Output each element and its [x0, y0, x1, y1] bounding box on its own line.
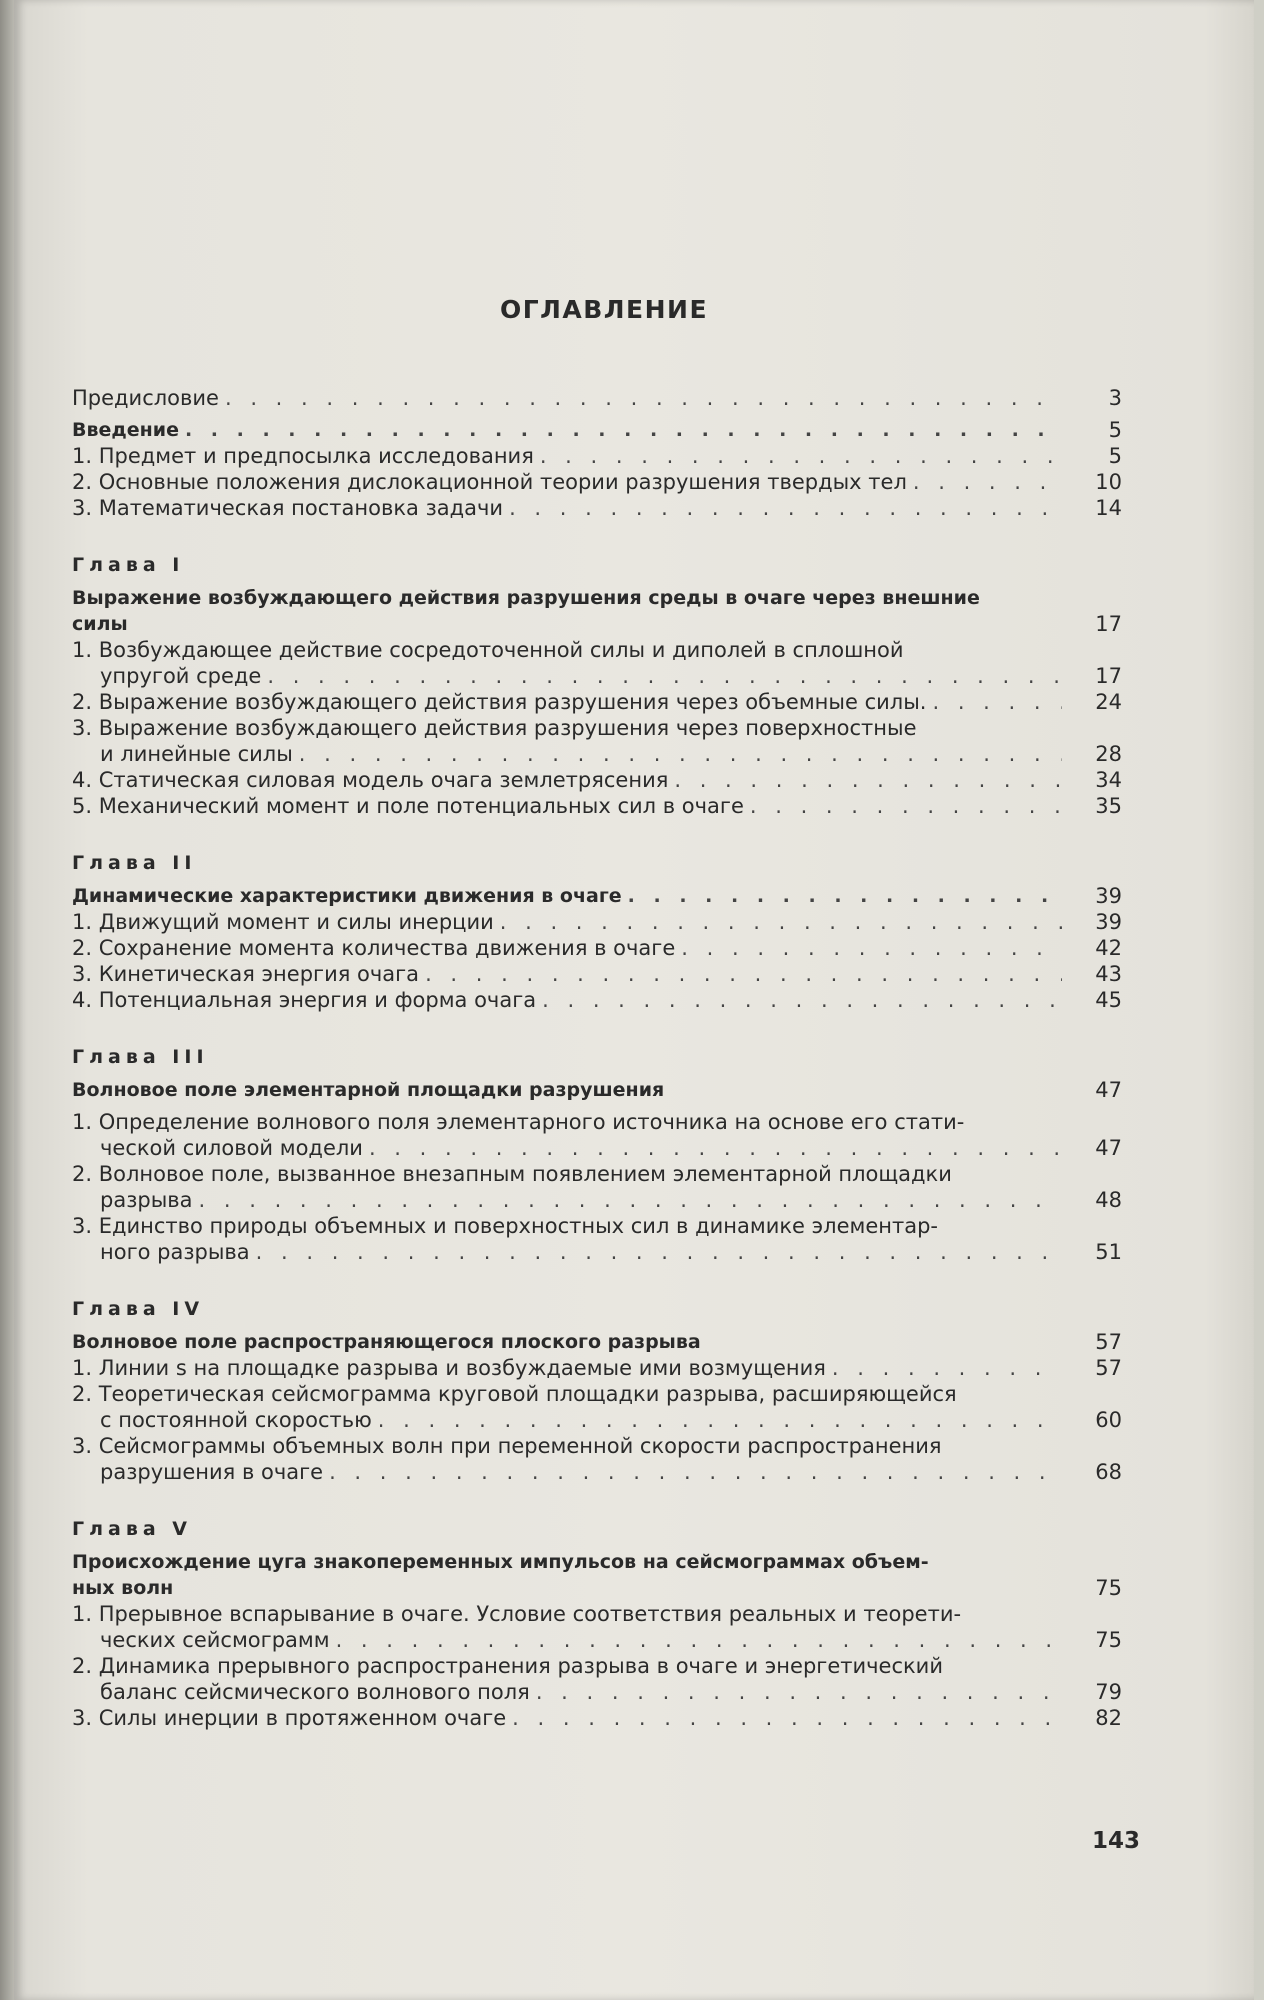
page-ref: 14 [1095, 496, 1122, 520]
page-ref: 82 [1095, 1706, 1122, 1730]
toc-entry-line: 2. Теоретическая сейсмограмма круговой площадки разрыва, расширяющейся [72, 1382, 957, 1406]
page-ref: 24 [1095, 690, 1122, 714]
chapter-title[interactable]: Волновое поле элементарной площадки разрушения 47 [72, 1078, 1122, 1102]
chapter-heading: Глава IV [72, 1298, 205, 1320]
page-ref: 79 [1095, 1680, 1122, 1704]
page-ref: 68 [1095, 1460, 1122, 1484]
page-ref: 47 [1095, 1136, 1122, 1160]
chapter-4 [72, 1297, 1122, 1485]
toc-entry-line: 2. Динамика прерывного распространения разрыва в очаге и энергетический [72, 1654, 943, 1678]
toc-entry[interactable]: 4. Потенциальная энергия и форма очага . . . 45 [72, 987, 1122, 1013]
toc-entry[interactable]: с постоянной скоростью . . . 60 [72, 1407, 1122, 1433]
page-ref: 39 [1095, 910, 1122, 934]
toc-entry[interactable]: и линейные силы . . . 28 [72, 741, 1122, 767]
page-title: ОГЛАВЛЕНИЕ [499, 295, 709, 324]
page-ref: 5 [1108, 444, 1122, 468]
toc-entry-intro[interactable]: Введение . . . 5 [72, 417, 1122, 443]
toc-entry[interactable]: ного разрыва . . . 51 [72, 1239, 1122, 1265]
chapter-heading: Глава V [72, 1518, 193, 1540]
toc-entry-line: 1. Прерывное вспарывание в очаге. Условие соответствия реальных и теорети- [72, 1602, 962, 1626]
toc-entry[interactable]: 3. Математическая постановка задачи . . . 14 [72, 495, 1122, 521]
toc-entry-line: 3. Выражение возбуждающего действия разрушения через поверхностные [72, 716, 917, 740]
toc-entry-line: 2. Волновое поле, вызванное внезапным появлением элементарной площадки [72, 1162, 952, 1186]
toc-entry[interactable]: 1. Линии s на площадке разрыва и возбуждаемые ими возмущения . . . 57 [72, 1355, 1122, 1381]
toc-entry[interactable]: ческой силовой модели . . . 47 [72, 1135, 1122, 1161]
toc-entry[interactable]: 2. Сохранение момента количества движения в очаге . . . 42 [72, 935, 1122, 961]
book-spine-shadow [0, 0, 14, 2000]
chapter-title-line: Выражение возбуждающего действия разрушения среды в очаге через внешние [72, 587, 980, 609]
chapter-3 [72, 1045, 1122, 1265]
book-page [14, 0, 1254, 2000]
page-ref: 57 [1095, 1330, 1122, 1354]
toc-entry-line: 3. Сейсмограммы объемных волн при переменной скорости распространения [72, 1434, 942, 1458]
chapter-heading: Глава III [72, 1046, 209, 1068]
page-ref: 48 [1095, 1188, 1122, 1212]
table-of-contents [72, 385, 1122, 1763]
toc-entry[interactable]: 1. Движущий момент и силы инерции . . . 39 [72, 909, 1122, 935]
toc-entry[interactable]: 2. Основные положения дислокационной теории разрушения твердых тел . . . 10 [72, 469, 1122, 495]
toc-entry[interactable]: 5. Механический момент и поле потенциальных сил в очаге . . . 35 [72, 793, 1122, 819]
chapter-title[interactable]: Волновое поле распространяющегося плоского разрыва 57 [72, 1330, 1122, 1354]
toc-entry[interactable]: 4. Статическая силовая модель очага землетрясения . . . 34 [72, 767, 1122, 793]
page-ref: 34 [1095, 768, 1122, 792]
chapter-2 [72, 851, 1122, 1013]
toc-entry[interactable]: упругой среде . . . 17 [72, 663, 1122, 689]
toc-entry[interactable]: 1. Предмет и предпосылка исследования . . . 5 [72, 443, 1122, 469]
chapter-5 [72, 1517, 1122, 1731]
chapter-heading: Глава II [72, 852, 197, 874]
toc-entry-line: 3. Единство природы объемных и поверхностных сил в динамике элементар- [72, 1214, 939, 1238]
page-ref: 10 [1095, 470, 1122, 494]
page-ref: 45 [1095, 988, 1122, 1012]
chapter-title[interactable]: Динамические характеристики движения в очаге . . . 39 [72, 883, 1122, 909]
toc-entry-preface[interactable]: Предисловие . . . 3 [72, 385, 1122, 411]
page-ref: 75 [1095, 1576, 1122, 1600]
page-ref: 51 [1095, 1240, 1122, 1264]
chapter-title[interactable]: ных волн 75 [72, 1576, 1122, 1600]
toc-entry[interactable]: разрыва . . . 48 [72, 1187, 1122, 1213]
page-ref: 17 [1095, 664, 1122, 688]
page-ref: 75 [1095, 1628, 1122, 1652]
toc-entry[interactable]: 3. Кинетическая энергия очага . . . 43 [72, 961, 1122, 987]
toc-entry-line: 1. Определение волнового поля элементарного источника на основе его стати- [72, 1110, 965, 1134]
page-ref: 43 [1095, 962, 1122, 986]
page-ref: 57 [1095, 1356, 1122, 1380]
page-ref: 60 [1095, 1408, 1122, 1432]
toc-entry[interactable]: 2. Выражение возбуждающего действия разрушения через объемные силы. . . . 24 [72, 689, 1122, 715]
page-ref: 3 [1108, 386, 1122, 410]
page-ref: 17 [1095, 612, 1122, 636]
toc-entry[interactable]: 3. Силы инерции в протяженном очаге . . . 82 [72, 1705, 1122, 1731]
page-ref: 28 [1095, 742, 1122, 766]
page-ref: 39 [1095, 884, 1122, 908]
page-number: 143 [1092, 1828, 1141, 1854]
toc-entry[interactable]: разрушения в очаге . . . 68 [72, 1459, 1122, 1485]
chapter-title-line: Происхождение цуга знакопеременных импульсов на сейсмограммах объем- [72, 1551, 929, 1573]
toc-entry[interactable]: ческих сейсмограмм . . . 75 [72, 1627, 1122, 1653]
front-matter [72, 385, 1122, 521]
page-ref: 5 [1108, 418, 1122, 442]
page-ref: 42 [1095, 936, 1122, 960]
chapter-heading: Глава I [72, 554, 185, 576]
chapter-title[interactable]: силы 17 [72, 612, 1122, 636]
page-ref: 47 [1095, 1078, 1122, 1102]
toc-entry[interactable]: баланс сейсмического волнового поля . . . 79 [72, 1679, 1122, 1705]
toc-entry-line: 1. Возбуждающее действие сосредоточенной силы и диполей в сплошной [72, 638, 904, 662]
page-ref: 35 [1095, 794, 1122, 818]
chapter-1 [72, 553, 1122, 819]
